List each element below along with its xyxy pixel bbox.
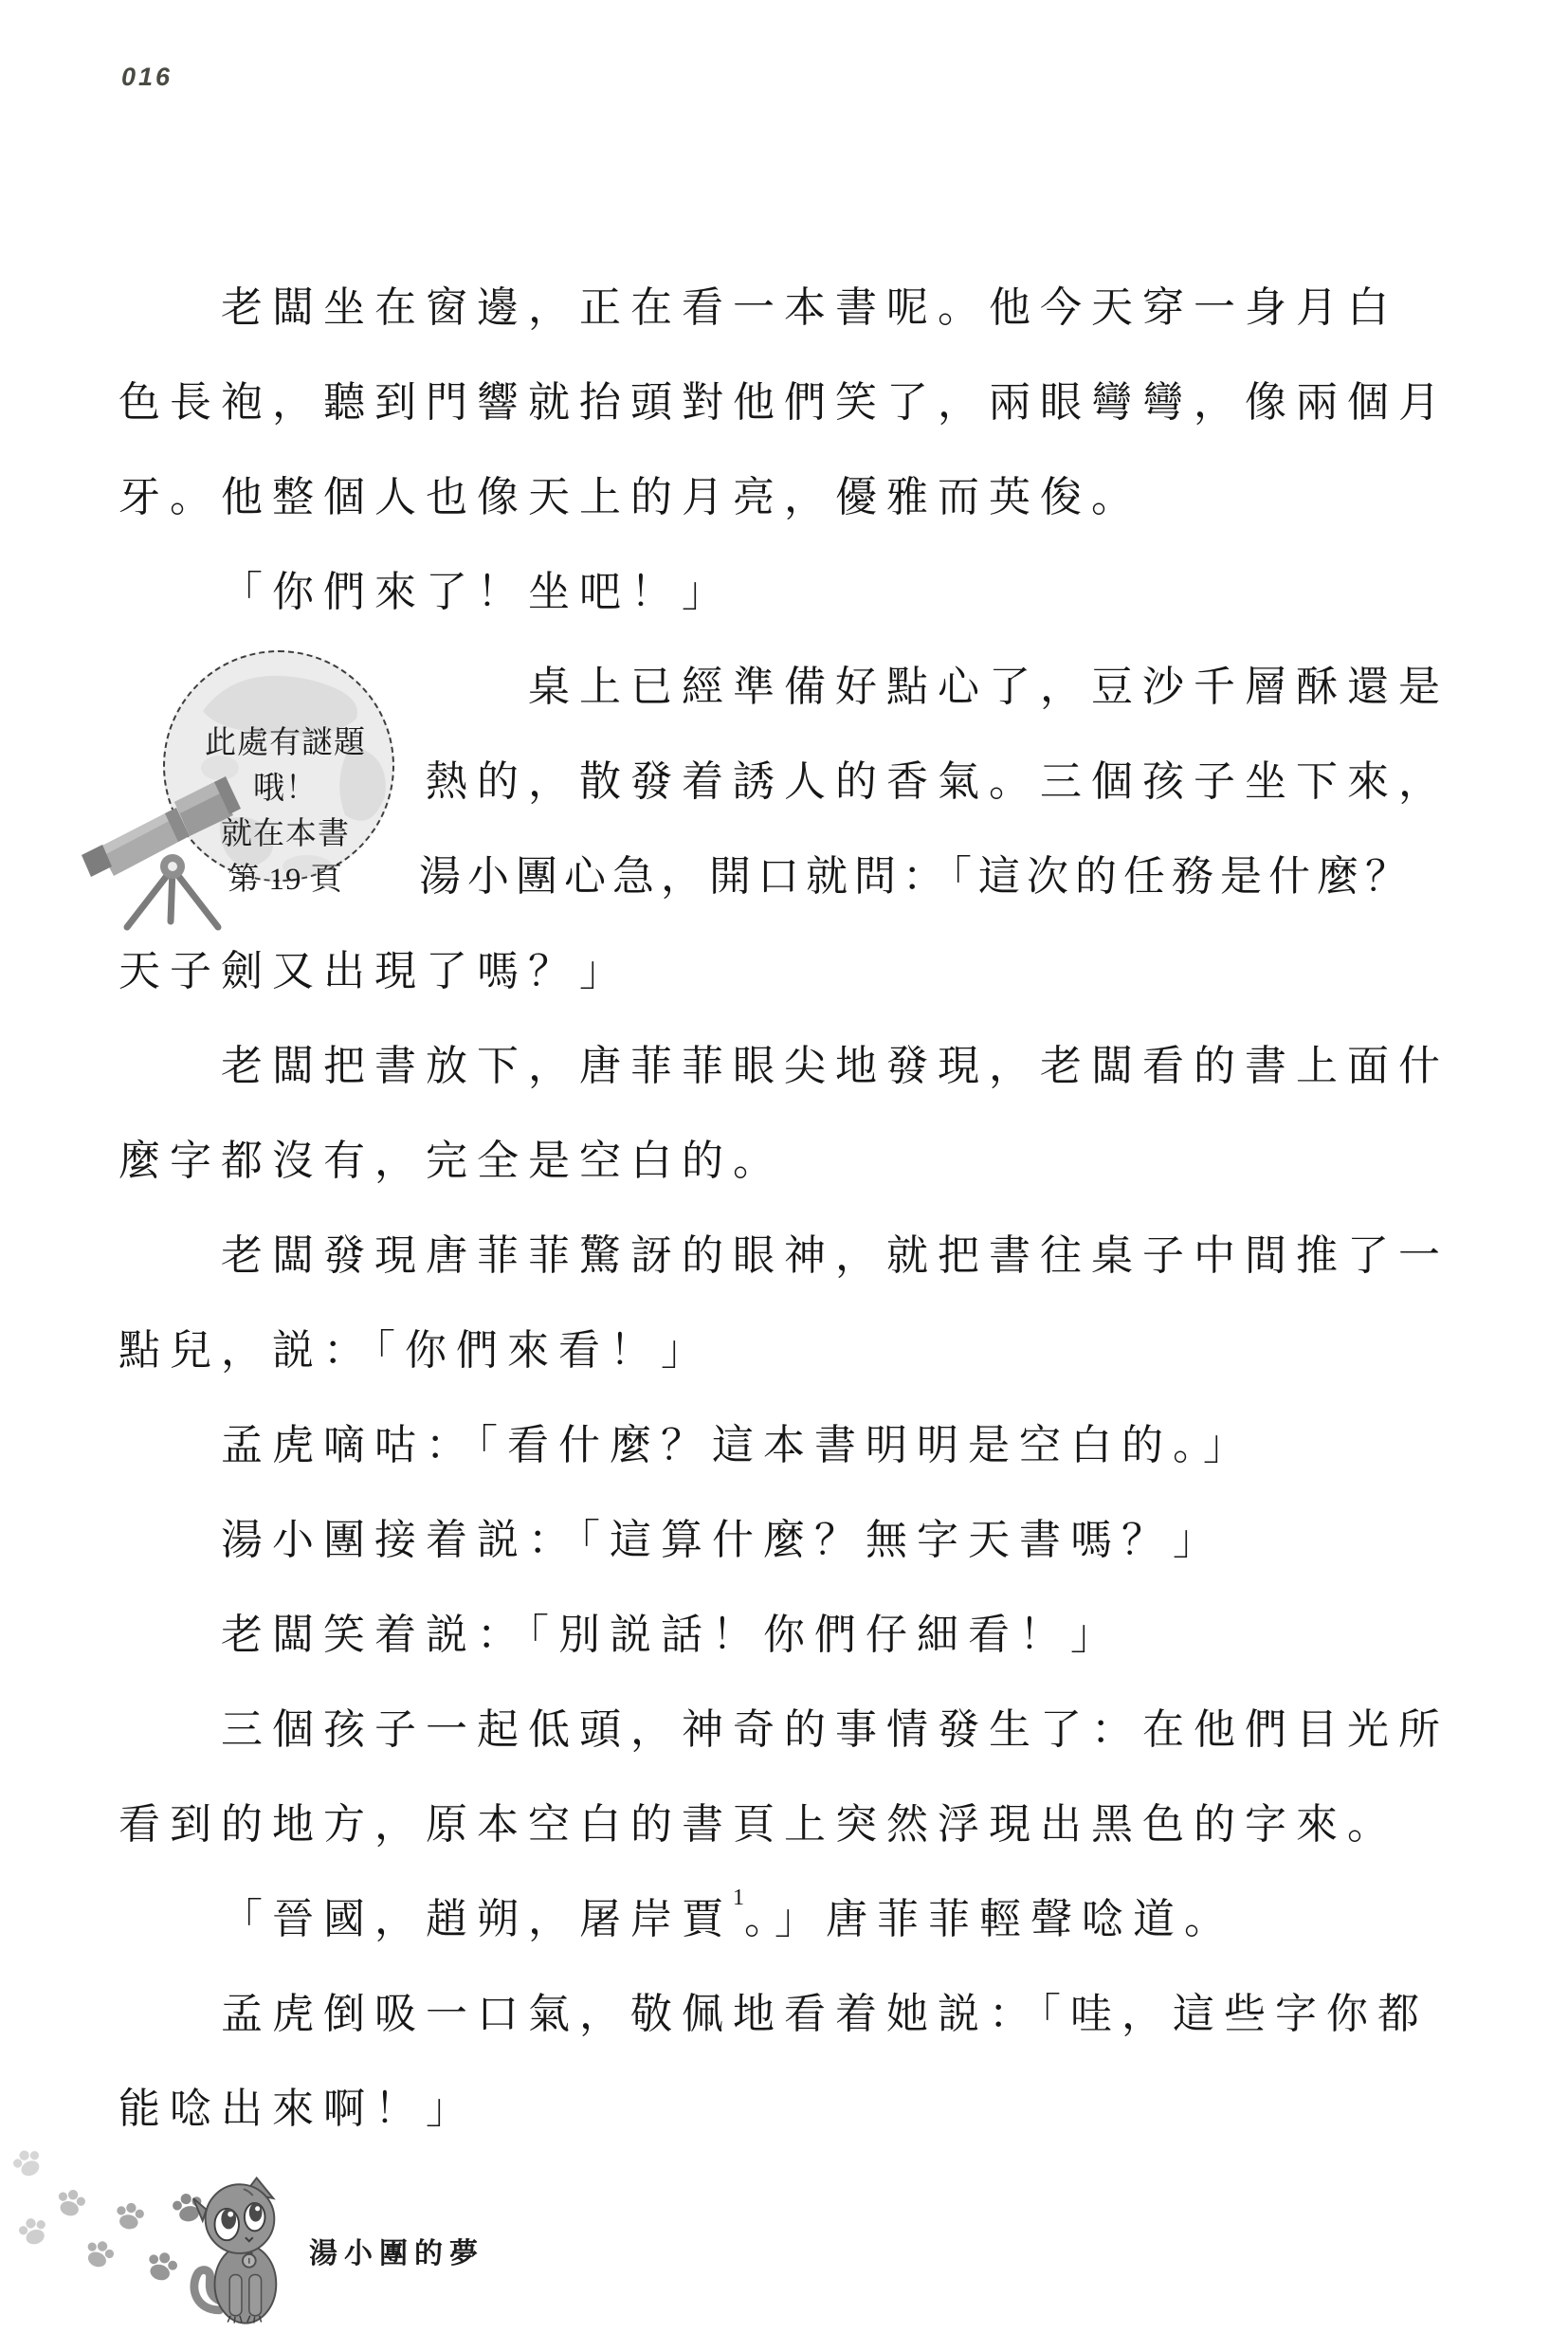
body-line: 湯小團心急，開口就問：「這次的任務是什麼？ <box>419 853 1413 900</box>
paw-print-icon <box>81 2233 119 2274</box>
paw-print-icon <box>14 2211 51 2251</box>
body-line: 老闆發現唐菲菲驚訝的眼神，就把書往桌子中間推了一 <box>221 1232 1449 1279</box>
body-line: 孟虎倒吸一口氣，敬佩地看着她説：「哇，這些字你都 <box>221 1991 1429 2037</box>
puzzle-note-line3: 第 19 頁 <box>228 863 343 897</box>
paw-print-icon <box>142 2245 182 2287</box>
footnote-text-pre: 「晉國，趙朔，屠岸賈 <box>221 1896 733 1942</box>
puzzle-note-line1: 此處有謎題哦！ <box>205 726 366 806</box>
body-line: 湯小團接着説：「這算什麼？無字天書嗎？」 <box>221 1517 1224 1563</box>
body-line: 點兒，説：「你們來看！」 <box>119 1327 712 1374</box>
paw-print-icon <box>113 2197 146 2234</box>
paw-print-icon <box>8 2141 47 2182</box>
body-line: 天子劍又出現了嗎？」 <box>119 948 630 994</box>
body-line: 老闆把書放下，唐菲菲眼尖地發現，老闆看的書上面什 <box>221 1043 1449 1089</box>
body-line: 老闆坐在窗邊，正在看一本書呢。他今天穿一身月白 <box>221 284 1398 331</box>
footnote-marker: 1 <box>733 1886 744 1911</box>
body-line: 能唸出來啊！」 <box>119 2086 477 2132</box>
body-line: 麼字都沒有，完全是空白的。 <box>119 1138 784 1184</box>
body-line: 桌上已經準備好點心了，豆沙千層酥還是 <box>528 664 1449 710</box>
body-line: 熱的，散發着誘人的香氣。三個孩子坐下來， <box>426 758 1449 805</box>
telescope-icon <box>78 755 260 933</box>
paw-print-icon <box>53 2183 89 2222</box>
body-line: 「你們來了！坐吧！」 <box>221 569 733 615</box>
body-line: 看到的地方，原本空白的書頁上突然浮現出黑色的字來。 <box>119 1801 1398 1848</box>
footer-chapter-title: 湯小團的夢 <box>309 2238 484 2269</box>
cat-mascot <box>188 2169 290 2332</box>
page-number: 016 <box>121 63 173 91</box>
body-line: 色長袍，聽到門響就抬頭對他們笑了，兩眼彎彎，像兩個月 <box>119 379 1449 426</box>
puzzle-note-line2: 就在本書 <box>221 817 350 851</box>
body-line: 牙。他整個人也像天上的月亮，優雅而英俊。 <box>119 474 1142 520</box>
body-line: 孟虎嘀咕：「看什麼？這本書明明是空白的。」 <box>221 1422 1254 1468</box>
body-line: 老闆笑着説：「別説話！你們仔細看！」 <box>221 1612 1121 1658</box>
footnote-text-post: 。」唐菲菲輕聲唸道。 <box>744 1896 1235 1942</box>
body-line-footnote <box>221 1886 1235 1944</box>
body-line: 三個孩子一起低頭，神奇的事情發生了：在他們目光所 <box>221 1706 1449 1753</box>
